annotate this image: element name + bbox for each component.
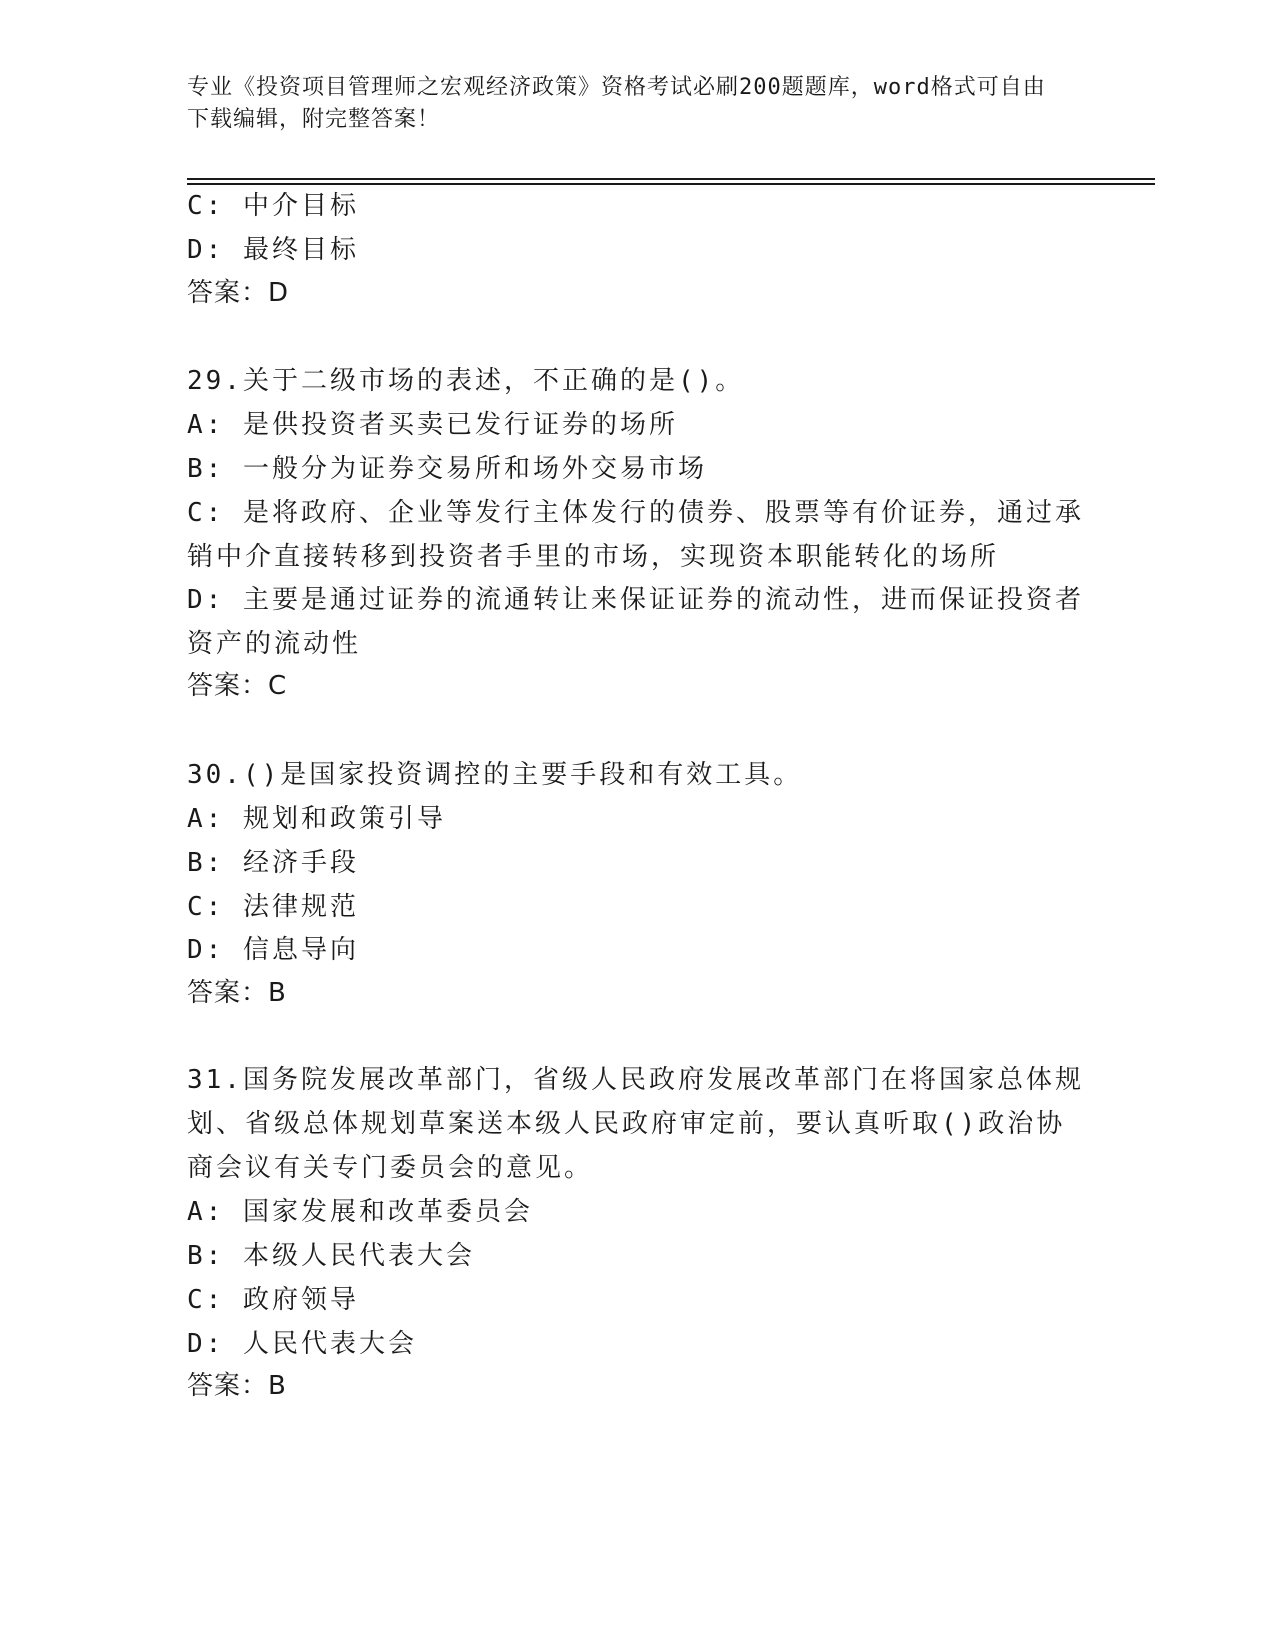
q29-option-d-line1: D: 主要是通过证券的流通转让来保证证券的流动性，进而保证投资者	[187, 585, 1084, 615]
q30-option-d: D: 信息导向	[187, 935, 359, 965]
q30-option-a: A: 规划和政策引导	[187, 804, 446, 834]
q29-option-a: A: 是供投资者买卖已发行证券的场所	[187, 410, 678, 440]
q30-option-c: C: 法律规范	[187, 892, 359, 922]
q31-stem-line2: 划、省级总体规划草案送本级人民政府审定前，要认真听取()政治协	[187, 1109, 1066, 1139]
q30-answer: 答案：B	[187, 978, 287, 1008]
q31-answer: 答案：B	[187, 1371, 287, 1401]
q29-answer: 答案：C	[187, 671, 288, 701]
q30-stem: 30.()是国家投资调控的主要手段和有效工具。	[187, 760, 803, 790]
document-header: 专业《投资项目管理师之宏观经济政策》资格考试必刷200题题库，word格式可自由下载编辑，附完整答案！	[187, 75, 1046, 132]
q29-option-b: B: 一般分为证券交易所和场外交易市场	[187, 454, 707, 484]
q31-option-d: D: 人民代表大会	[187, 1329, 417, 1359]
q31-option-c: C: 政府领导	[187, 1285, 359, 1315]
q29-option-c-line2: 销中介直接转移到投资者手里的市场，实现资本职能转化的场所	[187, 542, 1000, 572]
q31-stem-line1: 31.国务院发展改革部门，省级人民政府发展改革部门在将国家总体规	[187, 1065, 1084, 1095]
q29-stem: 29.关于二级市场的表述，不正确的是()。	[187, 366, 745, 396]
prev-option-d: D: 最终目标	[187, 235, 359, 265]
q30-option-b: B: 经济手段	[187, 848, 359, 878]
q31-stem-line3: 商会议有关专门委员会的意见。	[187, 1153, 594, 1183]
q29-option-d-line2: 资产的流动性	[187, 629, 362, 659]
prev-option-c: C: 中介目标	[187, 191, 359, 221]
header-rule-top	[187, 178, 1155, 180]
q29-option-c-line1: C: 是将政府、企业等发行主体发行的债券、股票等有价证券，通过承	[187, 498, 1084, 528]
q31-option-a: A: 国家发展和改革委员会	[187, 1197, 533, 1227]
prev-answer: 答案：D	[187, 278, 290, 308]
q31-option-b: B: 本级人民代表大会	[187, 1241, 475, 1271]
